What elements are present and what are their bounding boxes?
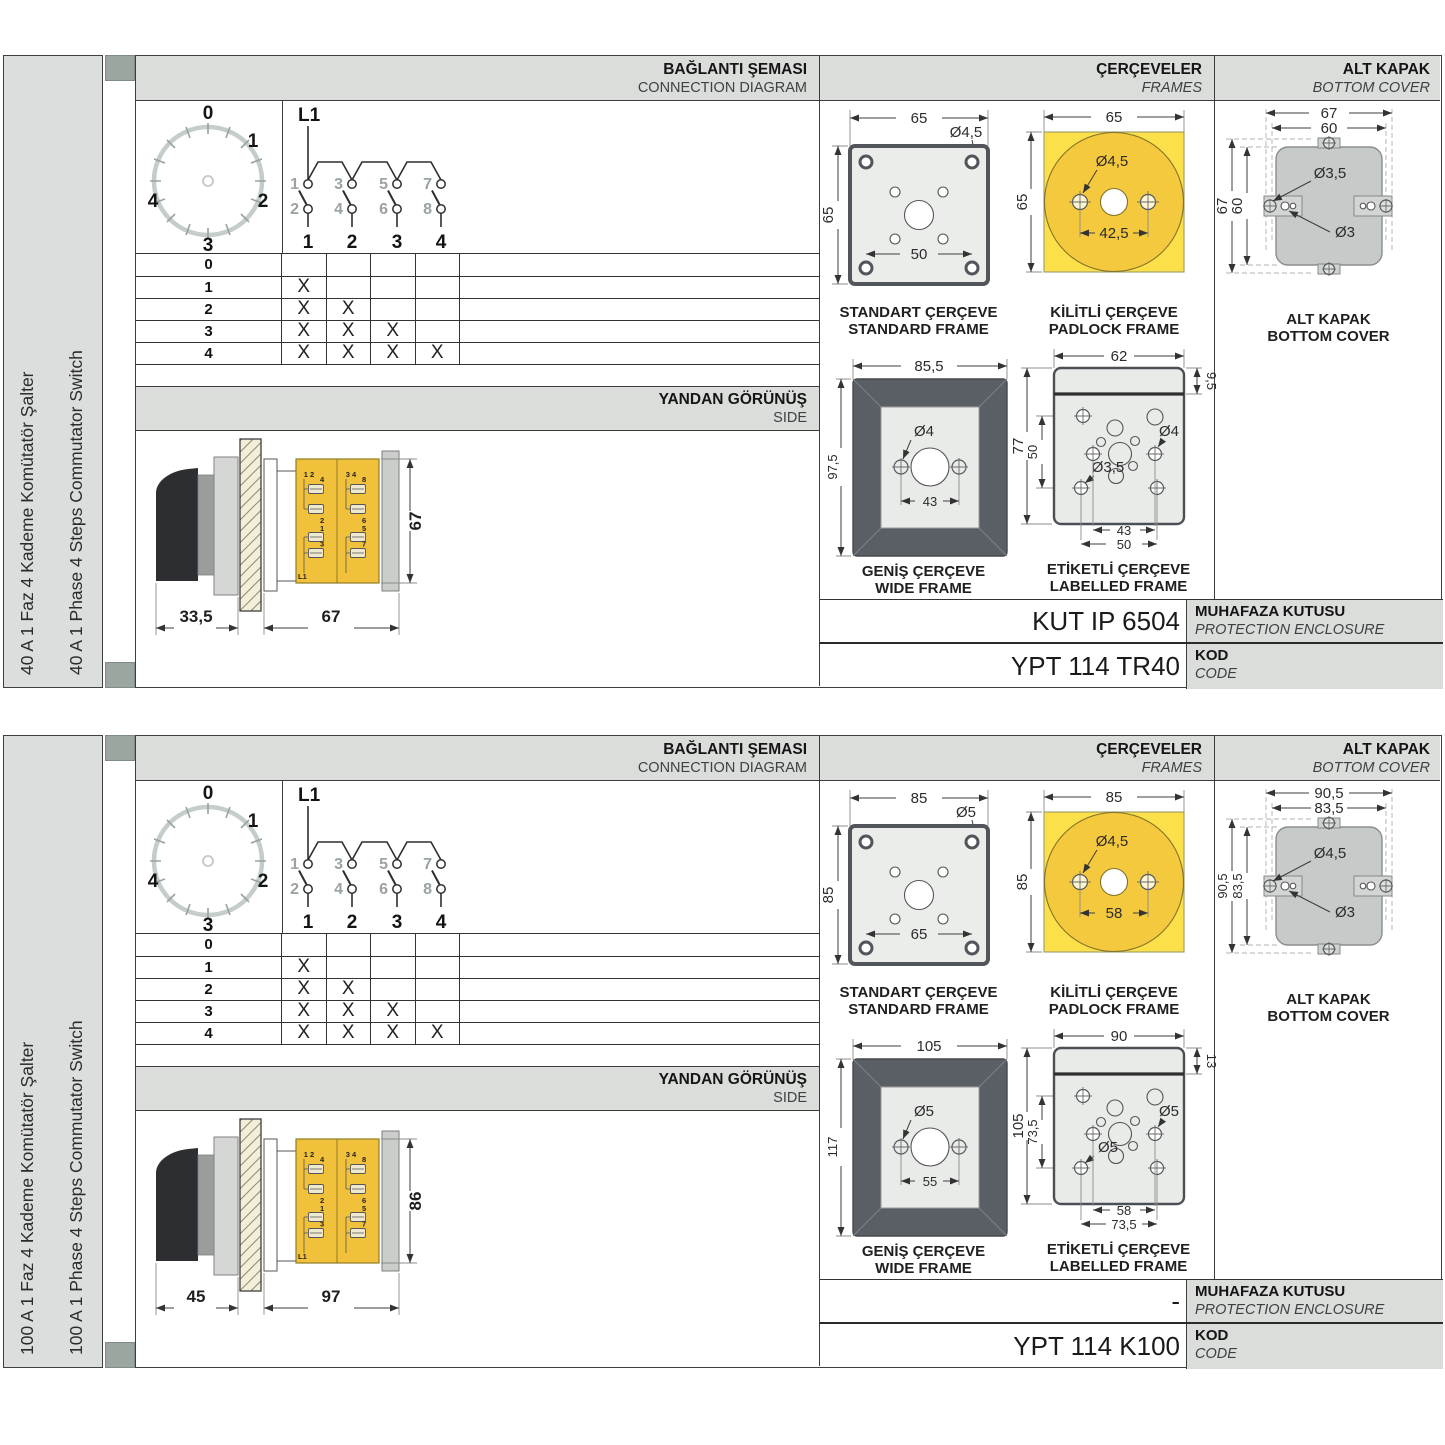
handle-base [198, 1155, 214, 1255]
enclosure-label: MUHAFAZA KUTUSU PROTECTION ENCLOSURE [1186, 1280, 1443, 1322]
section-subtitle: FRAMES [1141, 80, 1202, 96]
dim-height: 85 [1014, 873, 1031, 891]
mark-cell [327, 254, 372, 276]
wide-frame-label: GENİŞ ÇERÇEVE WIDE FRAME [861, 563, 986, 597]
svg-text:5: 5 [362, 1204, 367, 1213]
mark-cell: X [282, 979, 327, 1000]
step-cell: 3 [136, 1001, 282, 1022]
mark-cell [416, 1001, 461, 1022]
dim-inner: 73,5 [1025, 1119, 1040, 1145]
dim-pitch: 58 [1105, 905, 1123, 922]
shaft-housing [277, 471, 296, 581]
dim-p2: 73,5 [1111, 1217, 1137, 1232]
dim-h1: 67 [1214, 197, 1231, 215]
mark-cell [282, 254, 327, 276]
section-subtitle: CONNECTION DIAGRAM [637, 760, 807, 776]
mark-cell [327, 277, 372, 298]
output-4: 4 [435, 912, 447, 933]
dim-w1: 67 [1320, 105, 1338, 122]
empty-cell [460, 957, 819, 978]
dim-h2: 83,5 [1230, 873, 1245, 899]
code-label: KOD CODE [1186, 1324, 1443, 1369]
dim-hole2: Ø5 [1097, 1139, 1119, 1156]
mark-cell: X [371, 321, 416, 342]
dim-height: 77 [1010, 437, 1027, 455]
mark-cell: X [416, 343, 461, 364]
sidebar [3, 735, 103, 1368]
wide-frame-drawing [825, 353, 1016, 563]
dim-body-depth: 97 [321, 1287, 341, 1306]
code-value: YPT 114 TR40 [1010, 651, 1180, 681]
enclosure-row [819, 599, 1443, 642]
standard-frame-drawing [820, 104, 1011, 302]
mark-cell: X [282, 957, 327, 978]
dim-height: 67 [406, 511, 425, 531]
table-row [136, 254, 819, 276]
empty-cell [460, 1001, 819, 1022]
mark-cell: X [282, 1023, 327, 1044]
step-cell: 1 [136, 957, 282, 978]
mark-cell [327, 957, 372, 978]
svg-text:3: 3 [320, 539, 325, 549]
dim-height: 65 [820, 206, 837, 224]
section-title: YANDAN GÖRÜNÜŞ [658, 1071, 807, 1088]
empty-cell [460, 254, 819, 276]
dim-pitch: 50 [910, 246, 928, 263]
dim-p1: 43 [1116, 523, 1132, 538]
mark-cell [371, 979, 416, 1000]
step-cell: 4 [136, 343, 282, 364]
phase-label: L1 [298, 105, 321, 126]
dim-pitch: 43 [922, 494, 938, 509]
dim-height: 97,5 [825, 454, 840, 480]
dim-handle-depth: 45 [186, 1287, 206, 1306]
table-row [136, 320, 819, 342]
table-row [136, 298, 819, 320]
bottom-cover-header [1214, 56, 1440, 101]
product-title-en: 40 A 1 Phase 4 Steps Commutator Switch [66, 350, 86, 675]
svg-text:8: 8 [362, 475, 367, 484]
dim-pitch: 42,5 [1099, 225, 1129, 242]
mark-cell [416, 277, 461, 298]
dial-pos-0: 0 [202, 783, 214, 804]
section-subtitle: SIDE [773, 1090, 807, 1106]
table-row [136, 276, 819, 298]
empty-cell [460, 321, 819, 342]
standard-frame-label: STANDART ÇERÇEVE STANDARD FRAME [839, 984, 998, 1018]
dim-w2: 60 [1320, 120, 1338, 137]
enclosure-value: - [1171, 1285, 1180, 1316]
mark-cell [416, 299, 461, 320]
dim-width: 85,5 [914, 358, 944, 375]
table-row [136, 978, 819, 1000]
mark-cell: X [327, 343, 372, 364]
frames-header [819, 56, 1214, 101]
section-title: BAĞLANTI ŞEMASI [663, 741, 807, 758]
dial-pos-2: 2 [257, 191, 269, 212]
svg-text:6: 6 [362, 516, 367, 525]
code-row [819, 1322, 1443, 1369]
padlock-frame-drawing [1014, 104, 1209, 302]
product-title-tr: 40 A 1 Faz 4 Kademe Komütatör Şalter [17, 371, 37, 675]
rotary-dial-diagram [136, 781, 282, 936]
svg-text:8: 8 [362, 1155, 367, 1164]
svg-text:1 2: 1 2 [303, 470, 315, 479]
mark-cell: X [282, 321, 327, 342]
contact-7: 7 [423, 856, 432, 873]
section-subtitle: SIDE [773, 410, 807, 426]
dim-w1: 90,5 [1314, 785, 1344, 802]
padlock-frame-label: KİLİTLİ ÇERÇEVE PADLOCK FRAME [1048, 304, 1180, 338]
dim-height: 117 [825, 1136, 840, 1158]
labelled-frame-label: ETİKETLİ ÇERÇEVE LABELLED FRAME [1046, 1241, 1191, 1275]
contact-3: 3 [334, 856, 343, 873]
dim-hole2: Ø3 [1334, 904, 1356, 921]
padlock-frame-label: KİLİTLİ ÇERÇEVE PADLOCK FRAME [1048, 984, 1180, 1018]
svg-text:1: 1 [320, 1204, 325, 1213]
output-3: 3 [391, 912, 403, 933]
svg-text:1 2: 1 2 [303, 1150, 315, 1159]
section-subtitle: BOTTOM COVER [1312, 80, 1430, 96]
connection-diagram-header [136, 56, 819, 101]
empty-cell [460, 299, 819, 320]
bottom-cover-drawing [1214, 781, 1443, 986]
table-row [136, 934, 819, 956]
contact-1: 1 [290, 176, 299, 193]
standard-frame-drawing [820, 784, 1011, 982]
side-view-header [136, 1066, 819, 1111]
section-title: ÇERÇEVELER [1096, 741, 1202, 758]
code-label: KOD CODE [1186, 644, 1443, 689]
back-plate [382, 1131, 399, 1271]
mark-cell: X [327, 299, 372, 320]
mark-cell: X [371, 1023, 416, 1044]
rotary-dial-diagram [136, 101, 282, 256]
svg-text:5: 5 [362, 524, 367, 533]
step-cell: 0 [136, 934, 282, 956]
dial-pos-3: 3 [202, 915, 214, 936]
frame-plate [1054, 368, 1184, 524]
mark-cell: X [282, 277, 327, 298]
dim-width: 65 [910, 110, 928, 127]
dim-hole: Ø4,5 [1095, 833, 1129, 850]
mark-cell [416, 254, 461, 276]
contact-3: 3 [334, 176, 343, 193]
mounting-panel-hatched [240, 1119, 261, 1291]
enclosure-row [819, 1279, 1443, 1322]
svg-text:3 4: 3 4 [345, 470, 357, 479]
dim-hole2: Ø3,5 [1091, 459, 1125, 476]
mark-cell [416, 934, 461, 956]
switch-handle [156, 1148, 198, 1261]
mark-cell [371, 277, 416, 298]
dim-width: 62 [1110, 348, 1128, 365]
circuit-wires [308, 126, 441, 227]
step-table [136, 253, 819, 365]
bottom-cover-label: ALT KAPAK BOTTOM COVER [1267, 991, 1390, 1025]
wide-frame-drawing [825, 1033, 1016, 1243]
contact-8: 8 [423, 201, 432, 218]
shaft-housing [277, 1151, 296, 1261]
dim-hole: Ø4,5 [949, 124, 983, 141]
mark-cell [371, 299, 416, 320]
dim-hole: Ø4 [913, 423, 935, 440]
code-row [819, 642, 1443, 689]
dim-hole: Ø4,5 [1095, 153, 1129, 170]
switch-blades [299, 191, 440, 205]
switch-blades [299, 871, 440, 885]
enclosure-label: MUHAFAZA KUTUSU PROTECTION ENCLOSURE [1186, 600, 1443, 642]
dim-h2: 60 [1229, 197, 1246, 215]
switch-handle [156, 468, 198, 581]
step-cell: 4 [136, 1023, 282, 1044]
connection-diagram-header [136, 736, 819, 781]
mark-cell [416, 957, 461, 978]
circuit-diagram [284, 101, 819, 253]
spacer-square [105, 735, 135, 761]
dim-height: 85 [820, 886, 837, 904]
dim-width: 85 [910, 790, 928, 807]
code-value: YPT 114 K100 [1013, 1331, 1180, 1361]
labelled-frame-drawing [1010, 344, 1221, 556]
mark-cell [327, 934, 372, 956]
product-title-en: 100 A 1 Phase 4 Steps Commutator Switch [66, 1020, 86, 1355]
contact-4: 4 [334, 881, 343, 898]
dim-strip: 13 [1204, 1053, 1219, 1069]
dim-hole: Ø5 [913, 1103, 935, 1120]
empty-cell [460, 1023, 819, 1044]
mark-cell: X [416, 1023, 461, 1044]
svg-text:7: 7 [362, 539, 367, 549]
contact-2: 2 [290, 201, 299, 218]
table-row [136, 342, 819, 364]
panel-100a [3, 735, 1442, 1368]
mounting-panel-hatched [240, 439, 261, 611]
spacer-square [105, 55, 135, 81]
dim-hole2: Ø3 [1334, 224, 1356, 241]
contact-1: 1 [290, 856, 299, 873]
step-cell: 2 [136, 979, 282, 1000]
mark-cell: X [327, 1023, 372, 1044]
section-title: BAĞLANTI ŞEMASI [663, 61, 807, 78]
datasheet-body [135, 735, 1442, 1368]
step-cell: 2 [136, 299, 282, 320]
svg-text:2: 2 [320, 1196, 325, 1205]
bottom-cover-label: ALT KAPAK BOTTOM COVER [1267, 311, 1390, 345]
output-3: 3 [391, 232, 403, 253]
spacer-plate [264, 459, 277, 591]
dim-width: 90 [1110, 1028, 1128, 1045]
step-cell: 1 [136, 277, 282, 298]
mark-cell [371, 254, 416, 276]
dim-body-depth: 67 [321, 607, 341, 626]
dim-hole1: Ø3,5 [1313, 165, 1347, 182]
contact-8: 8 [423, 881, 432, 898]
dim-height: 65 [1014, 193, 1031, 211]
dim-h1: 90,5 [1215, 873, 1230, 899]
dial-circuit-divider [282, 101, 283, 253]
mark-cell [282, 934, 327, 956]
empty-cell [460, 277, 819, 298]
contact-5: 5 [379, 176, 388, 193]
dial-pos-1: 1 [247, 131, 259, 152]
wide-frame-label: GENİŞ ÇERÇEVE WIDE FRAME [861, 1243, 986, 1277]
dim-pitch: 55 [922, 1174, 938, 1189]
product-title-tr: 100 A 1 Faz 4 Kademe Komütatör Şalter [17, 1041, 37, 1355]
dial-pos-1: 1 [247, 811, 259, 832]
mark-cell [371, 934, 416, 956]
svg-text:4: 4 [320, 1155, 325, 1164]
side-view-header [136, 386, 819, 431]
section-subtitle: BOTTOM COVER [1312, 760, 1430, 776]
dim-hole: Ø5 [955, 804, 977, 821]
sidebar [3, 55, 103, 688]
svg-text:L1: L1 [298, 572, 307, 581]
svg-text:2: 2 [320, 516, 325, 525]
back-plate [382, 451, 399, 591]
panel-40a [3, 55, 1442, 688]
dim-w2: 83,5 [1314, 800, 1344, 817]
step-cell: 3 [136, 321, 282, 342]
section-subtitle: FRAMES [1141, 760, 1202, 776]
section-subtitle: CONNECTION DIAGRAM [637, 80, 807, 96]
section-title: YANDAN GÖRÜNÜŞ [658, 391, 807, 408]
dial-circuit-divider [282, 781, 283, 933]
datasheet-body [135, 55, 1442, 688]
table-row [136, 956, 819, 978]
handle-base [198, 475, 214, 575]
labelled-frame-label: ETİKETLİ ÇERÇEVE LABELLED FRAME [1046, 561, 1191, 595]
output-4: 4 [435, 232, 447, 253]
mark-cell [416, 979, 461, 1000]
mark-cell: X [327, 1001, 372, 1022]
dim-hole1: Ø5 [1158, 1103, 1180, 1120]
phase-label: L1 [298, 785, 321, 806]
section-title: ALT KAPAK [1342, 61, 1430, 78]
mark-cell: X [327, 321, 372, 342]
mark-cell [371, 957, 416, 978]
dim-inner: 50 [1025, 444, 1040, 460]
empty-cell [460, 934, 819, 956]
spacer-square [105, 662, 135, 688]
dial-pos-0: 0 [202, 103, 214, 124]
bottom-cover-drawing [1214, 101, 1443, 306]
dim-p2: 50 [1116, 537, 1132, 552]
dim-hole1: Ø4,5 [1313, 845, 1347, 862]
empty-cell [460, 343, 819, 364]
svg-text:4: 4 [320, 475, 325, 484]
column-divider [819, 736, 820, 1366]
circuit-wires [308, 806, 441, 907]
dial-pos-4: 4 [147, 191, 159, 212]
svg-text:7: 7 [362, 1219, 367, 1229]
output-2: 2 [346, 232, 358, 253]
svg-text:L1: L1 [298, 1252, 307, 1261]
spacer-square [105, 1342, 135, 1368]
frames-header [819, 736, 1214, 781]
dim-height: 105 [1010, 1113, 1027, 1139]
padlock-frame-drawing [1014, 784, 1209, 982]
front-plate [214, 457, 238, 595]
dial-pos-4: 4 [147, 871, 159, 892]
contact-2: 2 [290, 881, 299, 898]
step-cell: 0 [136, 254, 282, 276]
dim-width: 65 [1105, 109, 1123, 126]
labelled-frame-drawing [1010, 1024, 1221, 1236]
contact-5: 5 [379, 856, 388, 873]
output-1: 1 [302, 912, 314, 933]
mark-cell: X [327, 979, 372, 1000]
dim-hole1: Ø4 [1158, 423, 1180, 440]
column-divider [819, 56, 820, 686]
table-row [136, 1000, 819, 1022]
step-table [136, 933, 819, 1045]
dim-pitch: 65 [910, 926, 928, 943]
dial-pos-3: 3 [202, 235, 214, 256]
standard-frame-label: STANDART ÇERÇEVE STANDARD FRAME [839, 304, 998, 338]
circuit-diagram [284, 781, 819, 933]
table-row [136, 1022, 819, 1044]
mark-cell: X [371, 1001, 416, 1022]
svg-text:3: 3 [320, 1219, 325, 1229]
svg-text:3 4: 3 4 [345, 1150, 357, 1159]
spacer-plate [264, 1139, 277, 1271]
contact-6: 6 [379, 201, 388, 218]
section-title: ALT KAPAK [1342, 741, 1430, 758]
svg-text:6: 6 [362, 1196, 367, 1205]
output-1: 1 [302, 232, 314, 253]
front-plate [214, 1137, 238, 1275]
dim-width: 105 [916, 1038, 942, 1055]
svg-text:1: 1 [320, 524, 325, 533]
mark-cell: X [282, 343, 327, 364]
contact-7: 7 [423, 176, 432, 193]
dim-height: 86 [406, 1191, 425, 1211]
mark-cell: X [371, 343, 416, 364]
frame-plate [1054, 1048, 1184, 1204]
side-view-drawing [136, 1111, 819, 1369]
dim-handle-depth: 33,5 [179, 607, 213, 626]
output-2: 2 [346, 912, 358, 933]
dim-width: 85 [1105, 789, 1123, 806]
mark-cell [416, 321, 461, 342]
dim-p1: 58 [1116, 1203, 1132, 1218]
dial-pos-2: 2 [257, 871, 269, 892]
side-view-drawing [136, 431, 819, 689]
mark-cell: X [282, 299, 327, 320]
bottom-cover-header [1214, 736, 1440, 781]
enclosure-value: KUT IP 6504 [1032, 605, 1180, 636]
mark-cell: X [282, 1001, 327, 1022]
dim-strip: 9,5 [1204, 371, 1219, 391]
section-title: ÇERÇEVELER [1096, 61, 1202, 78]
empty-cell [460, 979, 819, 1000]
contact-6: 6 [379, 881, 388, 898]
contact-4: 4 [334, 201, 343, 218]
